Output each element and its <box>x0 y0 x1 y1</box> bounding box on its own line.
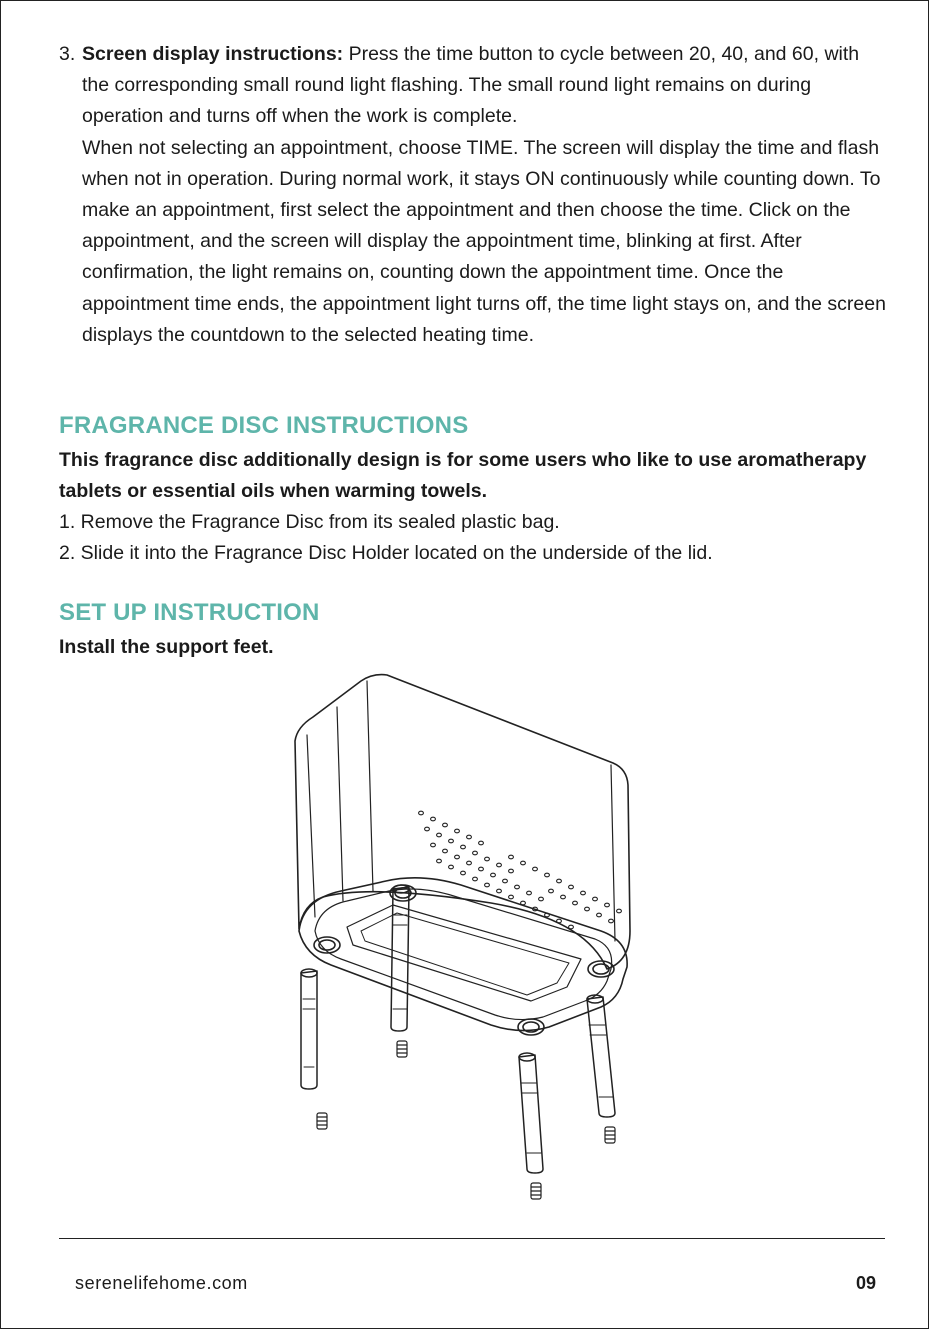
screw <box>531 1183 541 1199</box>
support-foot <box>519 1053 543 1173</box>
page-number: 09 <box>855 1273 876 1293</box>
step-number: 3. <box>59 43 76 65</box>
fragrance-step-1: 1. Remove the Fragrance Disc from its sealed plastic bag. <box>59 511 560 533</box>
support-foot <box>587 995 615 1117</box>
footer-website: serenelifehome.com <box>75 1273 248 1293</box>
support-foot <box>301 969 317 1089</box>
fragrance-step-2: 2. Slide it into the Fragrance Disc Holder located on the underside of the lid. <box>59 542 713 564</box>
setup-subheading: Install the support feet. <box>59 636 274 658</box>
support-feet-installation-illustration <box>281 669 651 1209</box>
screw <box>605 1127 615 1143</box>
fragrance-intro: This fragrance disc additionally design is for some users who like to use aromatherapy tablets or essential oils when warming towels. <box>59 449 867 502</box>
step-label: Screen display instructions: <box>82 43 344 65</box>
fragrance-heading: FRAGRANCE DISC INSTRUCTIONS <box>59 412 469 439</box>
step-text: Press the time button to cycle between 20, 40, and 60, with the corresponding small round light flashing. The small round light remains on during operation and turns off when the work is complete. <box>82 43 860 128</box>
setup-heading: SET UP INSTRUCTION <box>59 599 320 626</box>
screw <box>397 1041 407 1057</box>
step-text-continued: When not selecting an appointment, choose TIME. The screen will display the time and flash when not in operation. During normal work, it stays ON continuously while counting down. To make an appointment, first select the appointment and then choose the time. Click on the appointment, and the screen will display the appointment time, blinking at first. After confirmation, the light remains on, counting down the appointment time. Once the appointment time ends, the appointment light turns off, the time light stays on, and the screen displays the countdown to the selected heating time. <box>82 136 886 346</box>
screw <box>317 1113 327 1129</box>
footer-divider <box>59 1238 885 1239</box>
fragrance-steps <box>59 507 879 569</box>
screen-display-instruction <box>59 39 889 351</box>
